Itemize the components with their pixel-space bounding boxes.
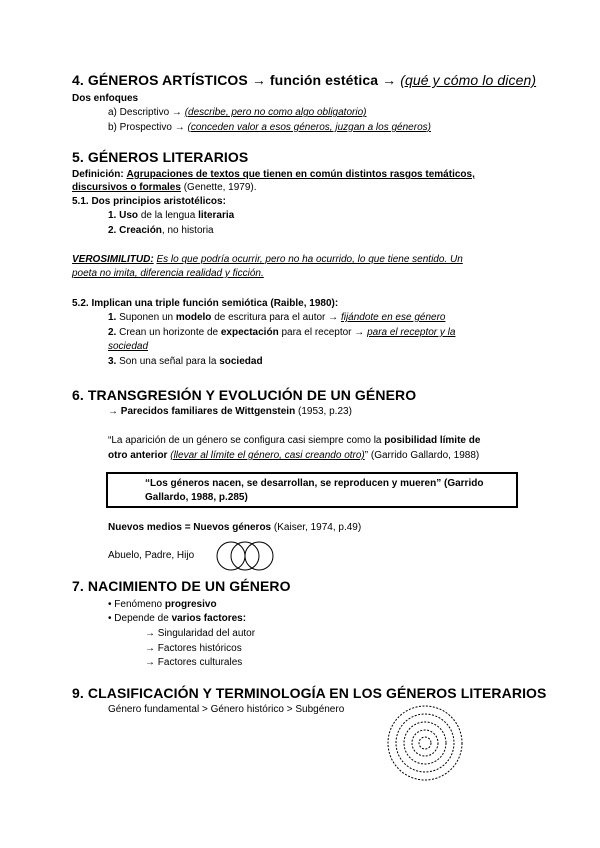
verosimilitud-line-2 [72, 267, 264, 280]
section-9-title: 9. CLASIFICACIÓN Y TERMINOLOGÍA EN LOS GÉNEROS LITERARIOS [72, 685, 547, 701]
factor-historical: → Factores históricos [145, 643, 242, 654]
concentric-circles-icon [386, 704, 464, 782]
definition-label: Definición: [72, 169, 124, 180]
wittgenstein-cite: (1953, p.23) [297, 406, 352, 417]
section-4-title-note: (qué y cómo lo dicen) [400, 72, 537, 88]
function-2-text-b: para el receptor → [281, 327, 365, 338]
nuevos-medios-cite: (Kaiser, 1974, p.49) [273, 522, 362, 533]
principle-2-text: , no historia [161, 225, 214, 236]
function-1 [108, 311, 445, 324]
quote-bold-2: otro anterior [108, 450, 168, 461]
wittgenstein-bold: Parecidos familiares de Wittgenstein [120, 406, 296, 417]
function-2-bold: expectación [220, 327, 279, 338]
bullet-progressive-text: • Fenómeno [108, 599, 163, 610]
factor-cultural: → Factores culturales [145, 657, 243, 668]
section-4-heading [72, 72, 536, 88]
function-2-note-2: sociedad [108, 341, 149, 352]
definition-line-1 [72, 168, 475, 181]
function-3-number: 3. [108, 356, 117, 367]
section-7-title: 7. NACIMIENTO DE UN GÉNERO [72, 578, 291, 594]
verosimilitud-text-1: Es lo que podría ocurrir, pero no ha ocurrido, lo que tiene sentido. Un [156, 254, 463, 265]
function-1-text-b: de escritura para el autor → [214, 312, 339, 323]
quote-cite: ” (Garrido Gallardo, 1988) [364, 450, 480, 461]
verosimilitud-label: VEROSIMILITUD: [72, 254, 154, 265]
principle-1-number: 1. [108, 210, 117, 221]
wittgenstein-line [108, 405, 352, 418]
function-1-note: fijándote en ese género [340, 312, 446, 323]
nuevos-medios-bold: Nuevos medios = Nuevos géneros [108, 522, 272, 533]
quote-note: (llevar al límite el género, casi creando otro) [170, 450, 365, 461]
principles-heading: 5.1. Dos principios aristotélicos: [72, 196, 226, 207]
enfoque-b-label: b) Prospectivo → [108, 122, 185, 133]
quote-bold-1: posibilidad límite de [384, 435, 481, 446]
function-2-cont [108, 340, 148, 353]
principle-1-text: de la lengua [140, 210, 196, 221]
bullet-factors-bold: varios factores: [171, 613, 247, 624]
quote-line-2 [108, 449, 479, 462]
function-1-bold: modelo [175, 312, 212, 323]
nuevos-medios-line [108, 521, 361, 534]
section-5-title: 5. GÉNEROS LITERARIOS [72, 149, 249, 165]
bullet-progressive-bold: progresivo [164, 599, 217, 610]
box-quote-line-2: Gallardo, 1988, p.285) [145, 492, 248, 503]
definition-cite: (Genette, 1979). [183, 182, 257, 193]
principle-2-number: 2. [108, 225, 117, 236]
arrow-icon: → [108, 406, 118, 417]
function-3 [108, 355, 263, 368]
quote-line-1 [108, 434, 480, 447]
function-2-number: 2. [108, 327, 117, 338]
enfoque-a-note: (describe, pero no como algo obligatorio) [184, 107, 367, 118]
principle-2 [108, 224, 214, 237]
bullet-progressive [108, 598, 217, 611]
function-1-text-a: Suponen un [119, 312, 174, 323]
function-2-text-a: Crean un horizonte de [119, 327, 219, 338]
overlapping-circles-icon [214, 539, 278, 573]
section-6-title: 6. TRANSGRESIÓN Y EVOLUCIÓN DE UN GÉNERO [72, 387, 417, 403]
principle-1-bold: Uso [119, 210, 139, 221]
semiotic-heading: 5.2. Implican una triple función semiótica (Raible, 1980): [72, 298, 339, 309]
family-label: Abuelo, Padre, Hijo [108, 550, 195, 561]
enfoques-label: Dos enfoques [72, 93, 139, 104]
factor-author: → Singularidad del autor [145, 628, 256, 639]
principle-2-bold: Creación [119, 225, 162, 236]
definition-text-1: Agrupaciones de textos que tienen en común distintos rasgos temáticos, [126, 169, 475, 180]
enfoque-a [108, 106, 366, 119]
function-3-bold: sociedad [219, 356, 263, 367]
function-2-note-1: para el receptor y la [367, 327, 456, 338]
enfoque-b-note: (conceden valor a esos géneros, juzgan a los géneros) [187, 122, 431, 133]
definition-line-2 [72, 181, 257, 194]
function-1-number: 1. [108, 312, 117, 323]
definition-text-2: discursivos o formales [72, 182, 181, 193]
section-4-title: 4. GÉNEROS ARTÍSTICOS → función estética → [72, 72, 397, 88]
principle-1-bold-2: literaria [198, 210, 235, 221]
genre-hierarchy: Género fundamental > Género histórico > Subgénero [108, 704, 345, 715]
principle-1 [108, 209, 234, 222]
bullet-factors [108, 612, 246, 625]
function-2 [108, 326, 455, 339]
box-quote-line-1: “Los géneros nacen, se desarrollan, se reproducen y mueren” (Garrido [145, 478, 484, 489]
bullet-factors-text: • Depende de [108, 613, 169, 624]
verosimilitud-text-2: poeta no imita, diferencia realidad y ficción. [72, 268, 264, 279]
quote-text-a: “La aparición de un género se configura casi siempre como la [108, 435, 382, 446]
enfoque-a-label: a) Descriptivo → [108, 107, 182, 118]
enfoque-b [108, 121, 431, 134]
verosimilitud-line-1 [72, 253, 463, 266]
function-3-text: Son una señal para la [119, 356, 217, 367]
